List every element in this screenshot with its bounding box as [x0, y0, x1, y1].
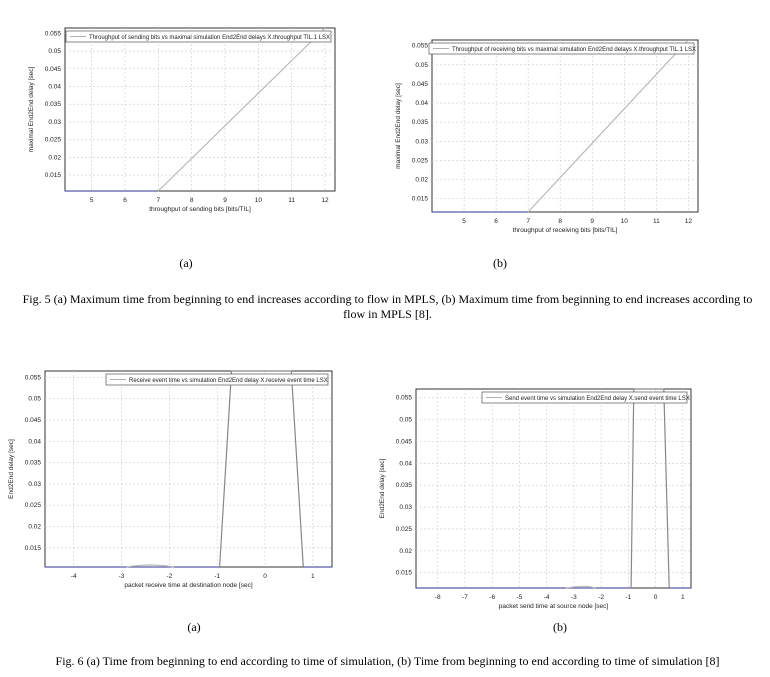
- y-tick-label: 0.02: [48, 154, 61, 162]
- figure5-caption: Fig. 5 (a) Maximum time from beginning to end increases according to flow in MPLS, (b) Maximum time from beginning to end increases according to flow in MPLS [8].: [22, 292, 753, 321]
- x-tick-label: 12: [321, 197, 329, 204]
- subcaption-fig6a: (a): [187, 620, 201, 634]
- y-tick-label: 0.02: [28, 523, 41, 531]
- x-tick-label: -3: [118, 573, 125, 580]
- y-tick-label: 0.05: [399, 416, 412, 424]
- y-tick-label: 0.05: [28, 395, 41, 403]
- x-tick-label: 11: [288, 197, 296, 204]
- y-tick-label: 0.03: [28, 480, 41, 488]
- x-tick-label: -1: [625, 594, 632, 601]
- legend-label: Send event time vs simulation End2End delay X.send event time LSX: [505, 396, 690, 402]
- y-tick-label: 0.04: [399, 460, 412, 468]
- y-tick-label: 0.035: [24, 459, 41, 467]
- x-tick-label: 5: [462, 218, 466, 225]
- y-tick-label: 0.025: [395, 525, 412, 533]
- x-tick-label: -4: [543, 594, 550, 601]
- y-tick-label: 0.045: [395, 438, 412, 446]
- chart-panel-fig5a: [20, 20, 350, 215]
- x-tick-label: -2: [166, 573, 173, 580]
- y-tick-label: 0.045: [44, 65, 61, 73]
- x-tick-label: 8: [558, 218, 563, 225]
- plot-area: [432, 40, 698, 212]
- x-tick-label: 9: [223, 197, 227, 204]
- x-tick-label: 1: [311, 573, 315, 580]
- legend-label: Receive event time vs simulation End2End delay X.receive event time LSX: [129, 378, 328, 384]
- y-axis-label: maximal End2End delay [sec]: [395, 83, 402, 169]
- chart-panel-fig6b: [378, 385, 703, 615]
- y-tick-label: 0.045: [411, 80, 428, 88]
- y-tick-label: 0.025: [411, 157, 428, 165]
- chart-svg-fig6a: [10, 367, 340, 592]
- y-tick-label: 0.05: [415, 61, 428, 69]
- plot-area: [416, 389, 691, 588]
- legend-label: Throughput of sending bits vs maximal simulation End2End delays X.throughput TIL.1 LSX: [89, 35, 331, 41]
- legend: [429, 43, 696, 54]
- y-tick-label: 0.035: [411, 119, 428, 127]
- x-tick-label: -6: [489, 594, 496, 601]
- plot-area: [65, 28, 335, 191]
- x-tick-label: 10: [620, 218, 628, 225]
- y-tick-label: 0.055: [395, 394, 412, 402]
- legend: [482, 392, 690, 403]
- legend: [106, 374, 328, 385]
- y-tick-label: 0.04: [415, 100, 428, 108]
- x-tick-label: 7: [156, 197, 161, 204]
- x-tick-label: 10: [254, 197, 262, 204]
- y-tick-label: 0.04: [28, 438, 41, 446]
- y-tick-label: 0.02: [415, 176, 428, 184]
- subcaption-fig5b: (b): [493, 256, 507, 270]
- subcaption-fig6b: (b): [553, 620, 567, 634]
- x-tick-label: 1: [681, 594, 685, 601]
- x-axis-label: throughput of sending bits [bits/TIL]: [149, 206, 251, 213]
- y-tick-label: 0.035: [395, 482, 412, 490]
- y-tick-label: 0.035: [44, 101, 61, 109]
- y-tick-label: 0.015: [395, 569, 412, 577]
- chart-svg-fig5a: [20, 20, 350, 215]
- x-tick-label: -7: [462, 594, 468, 601]
- x-tick-label: 8: [189, 197, 194, 204]
- x-axis-label: packet send time at source node [sec]: [498, 603, 609, 610]
- y-tick-label: 0.045: [24, 417, 41, 424]
- x-tick-label: 7: [526, 218, 530, 225]
- y-tick-label: 0.03: [399, 504, 412, 512]
- legend-label: Throughput of receiving bits vs maximal simulation End2End delays X.throughput TIL.1 LSX: [452, 47, 697, 53]
- x-tick-label: -8: [434, 594, 441, 601]
- chart-panel-fig6a: [10, 367, 340, 592]
- x-tick-label: 0: [263, 573, 267, 580]
- y-tick-label: 0.04: [48, 83, 61, 91]
- x-tick-label: 5: [89, 197, 94, 204]
- x-axis-label: packet receive time at destination node [sec]: [124, 582, 253, 589]
- y-axis-label: End2End delay [sec]: [379, 458, 386, 519]
- y-tick-label: 0.055: [24, 374, 41, 382]
- x-tick-label: 0: [653, 594, 658, 601]
- y-axis-label: maximal End2End delay [sec]: [28, 66, 35, 153]
- y-tick-label: 0.015: [44, 172, 61, 180]
- x-tick-label: -4: [70, 573, 77, 580]
- y-tick-label: 0.05: [48, 48, 61, 56]
- x-tick-label: 6: [123, 197, 127, 204]
- subcaption-fig5a: (a): [179, 256, 193, 270]
- legend: [66, 31, 331, 42]
- x-tick-label: -2: [598, 594, 605, 601]
- chart-panel-fig5b: [390, 32, 710, 237]
- x-axis-label: throughput of receiving bits [bits/TIL]: [512, 227, 618, 234]
- y-tick-label: 0.03: [415, 138, 428, 146]
- chart-svg-fig5b: [390, 32, 710, 237]
- y-tick-label: 0.03: [48, 118, 61, 126]
- x-tick-label: -1: [214, 573, 221, 580]
- plot-area: [45, 371, 332, 567]
- x-tick-label: 9: [590, 218, 595, 225]
- y-tick-label: 0.015: [411, 195, 428, 203]
- y-tick-label: 0.015: [24, 544, 41, 552]
- x-tick-label: 6: [494, 218, 498, 225]
- y-tick-label: 0.055: [411, 42, 428, 50]
- x-tick-label: 12: [684, 218, 693, 225]
- y-axis-label: End2End delay [sec]: [8, 439, 15, 499]
- x-tick-label: 11: [652, 218, 660, 225]
- y-tick-label: 0.02: [399, 547, 412, 555]
- figure6-caption: Fig. 6 (a) Time from beginning to end according to time of simulation, (b) Time from beginning to end according to time of simulation [8]: [55, 654, 720, 668]
- y-tick-label: 0.055: [44, 30, 61, 38]
- chart-svg-fig6b: [378, 385, 703, 615]
- y-tick-label: 0.025: [24, 502, 41, 510]
- x-tick-label: -5: [516, 594, 523, 601]
- y-tick-label: 0.025: [44, 136, 61, 144]
- x-tick-label: -3: [571, 594, 577, 601]
